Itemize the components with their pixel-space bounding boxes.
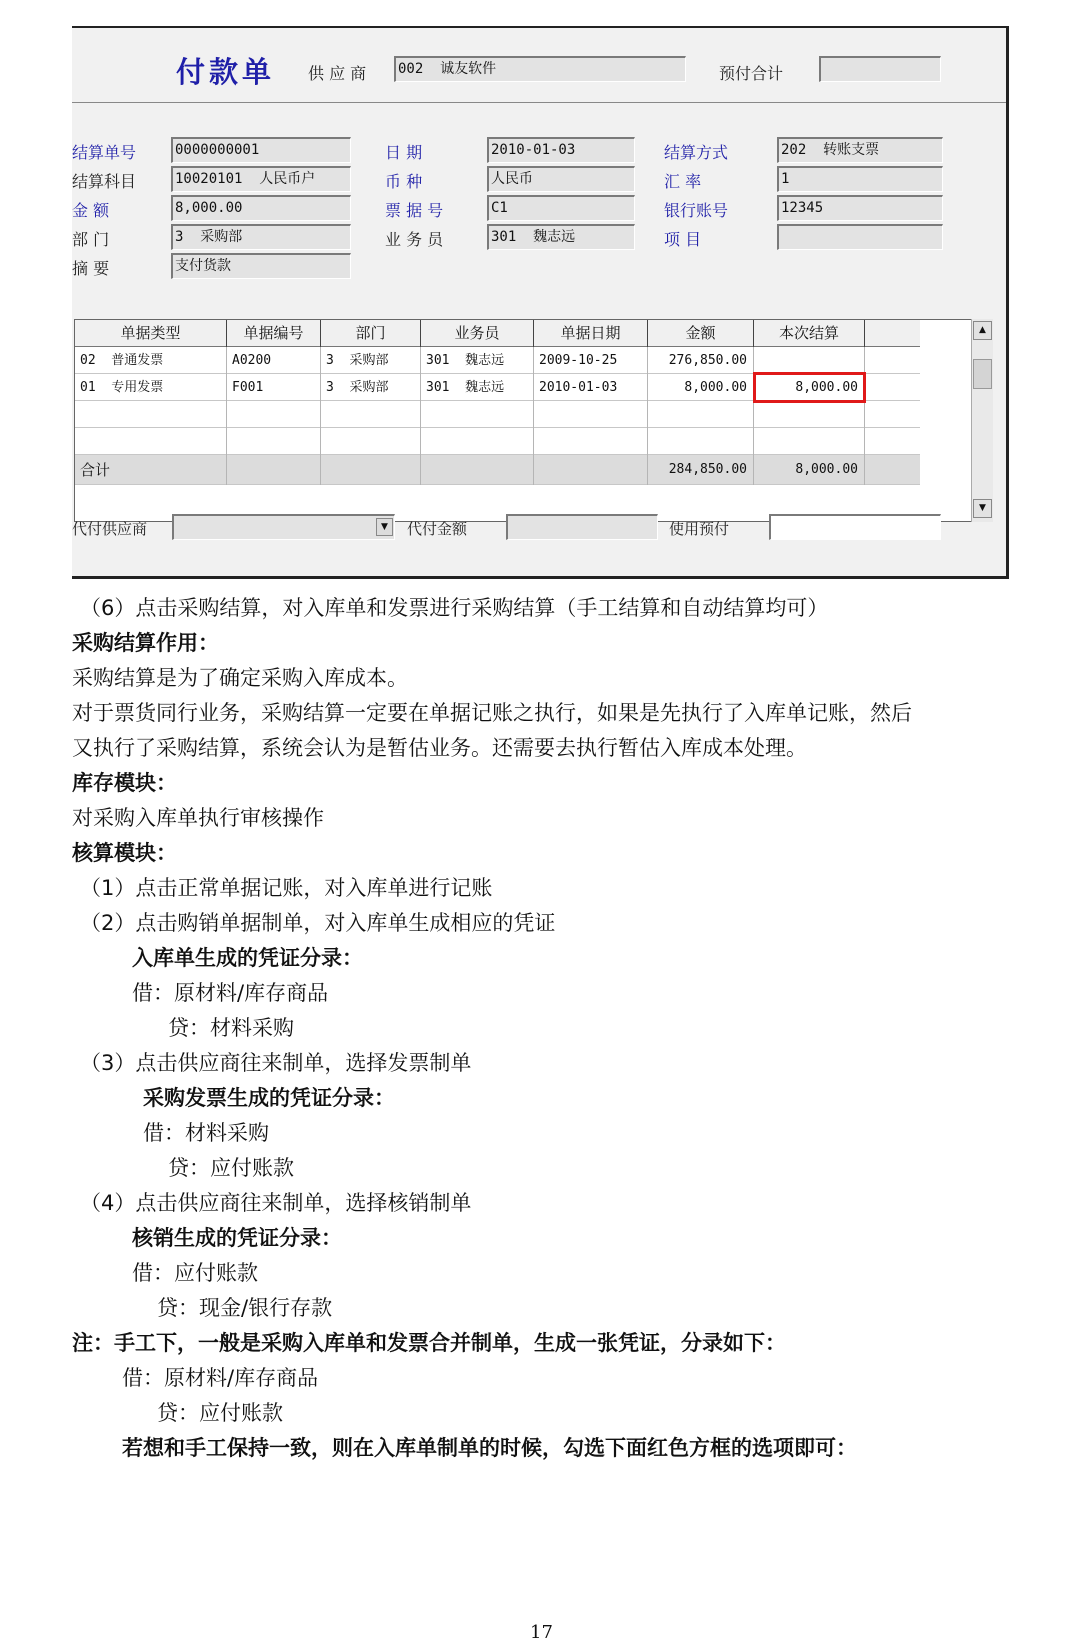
cell-settle[interactable] [754, 347, 865, 374]
total-amount: 284,850.00 [648, 455, 754, 485]
paragraph: 对采购入库单执行审核操作 [72, 806, 324, 830]
cell-empty [534, 428, 648, 455]
prepay-total-field[interactable] [819, 56, 941, 82]
red-highlight-box [753, 372, 866, 403]
amount-label: 金 额 [72, 201, 110, 220]
entry-debit: 借：材料采购 [143, 1121, 269, 1145]
bank-acct-label: 银行账号 [664, 201, 729, 220]
cell-clerk: 301 魏志远 [421, 347, 534, 374]
cell-empty [754, 428, 865, 455]
dept-field[interactable]: 3 采购部 [171, 224, 351, 250]
cell-empty [321, 401, 421, 428]
cell-doc-no: A0200 [227, 347, 321, 374]
cell-empty [648, 401, 754, 428]
sub-heading: 采购发票生成的凭证分录： [143, 1086, 395, 1110]
scroll-down-icon[interactable]: ▼ [973, 499, 992, 518]
use-prepay-label: 使用预付 [669, 520, 730, 538]
rate-field[interactable]: 1 [777, 166, 943, 192]
agent-supplier-label: 代付供应商 [72, 520, 148, 538]
cell-doc-no: F001 [227, 374, 321, 401]
amount-field[interactable]: 8,000.00 [171, 195, 351, 221]
agent-supplier-select[interactable] [172, 514, 395, 540]
total-settle: 8,000.00 [754, 455, 865, 485]
table-row[interactable] [75, 347, 920, 374]
col-header-clerk[interactable]: 业务员 [421, 320, 534, 347]
agent-amount-label: 代付金额 [407, 520, 468, 538]
entry-debit: 借：原材料/库存商品 [122, 1366, 319, 1390]
cell-empty [421, 455, 534, 485]
list-item: （2）点击购销单据制单，对入库单生成相应的凭证 [80, 911, 556, 935]
paragraph: （6）点击采购结算，对入库单和发票进行采购结算（手工结算和自动结算均可） [80, 596, 829, 620]
cell-empty [421, 428, 534, 455]
cell-empty [534, 401, 648, 428]
bill-no-label: 票 据 号 [385, 201, 444, 220]
paragraph: 又执行了采购结算，系统会认为是暂估业务。还需要去执行暂估入库成本处理。 [72, 736, 807, 760]
agent-amount-field[interactable] [506, 514, 658, 540]
project-field[interactable] [777, 224, 943, 250]
cell-empty [227, 428, 321, 455]
col-header-amount[interactable]: 金额 [648, 320, 754, 347]
cell-date: 2009-10-25 [534, 347, 648, 374]
settle-no-field[interactable]: 0000000001 [171, 137, 351, 163]
entry-credit: 贷：应付账款 [168, 1156, 294, 1180]
cell-settle[interactable]: 8,000.00 [754, 374, 865, 401]
clerk-label: 业 务 员 [385, 230, 444, 249]
entry-debit: 借：原材料/库存商品 [132, 981, 329, 1005]
cell-doc-type: 02 普通发票 [75, 347, 227, 374]
cell-amount: 276,850.00 [648, 347, 754, 374]
clerk-field[interactable]: 301 魏志远 [487, 224, 635, 250]
col-header-settle[interactable]: 本次结算 [754, 320, 865, 347]
cell-date: 2010-01-03 [534, 374, 648, 401]
cell-empty [754, 401, 865, 428]
settlement-grid [74, 319, 991, 522]
cell-dept: 3 采购部 [321, 374, 421, 401]
cell-empty [321, 428, 421, 455]
section-heading: 核算模块： [72, 841, 177, 865]
summary-label: 摘 要 [72, 259, 110, 278]
prepay-total-label: 预付合计 [719, 64, 784, 83]
use-prepay-field[interactable] [769, 514, 941, 540]
dept-label: 部 门 [72, 230, 110, 249]
sub-heading: 入库单生成的凭证分录： [132, 946, 363, 970]
date-label: 日 期 [385, 143, 423, 162]
table-row-empty[interactable] [75, 401, 920, 428]
cell-amount: 8,000.00 [648, 374, 754, 401]
payment-form-screenshot [72, 26, 1009, 579]
col-header-dept[interactable]: 部门 [321, 320, 421, 347]
supplier-label: 供 应 商 [308, 64, 367, 83]
total-label: 合计 [75, 455, 227, 485]
cell-empty [421, 401, 534, 428]
page-number: 17 [530, 1622, 553, 1643]
date-field[interactable]: 2010-01-03 [487, 137, 635, 163]
settle-no-label: 结算单号 [72, 143, 137, 162]
bank-acct-field[interactable]: 12345 [777, 195, 943, 221]
list-item: （1）点击正常单据记账，对入库单进行记账 [80, 876, 493, 900]
list-item: （4）点击供应商往来制单，选择核销制单 [80, 1191, 472, 1215]
paragraph: 采购结算是为了确定采购入库成本。 [72, 666, 408, 690]
form-header [72, 28, 1006, 103]
list-item: （3）点击供应商往来制单，选择发票制单 [80, 1051, 472, 1075]
entry-debit: 借：应付账款 [132, 1261, 258, 1285]
cell-empty [75, 428, 227, 455]
cell-doc-type: 01 专用发票 [75, 374, 227, 401]
entry-credit: 贷：应付账款 [157, 1401, 283, 1425]
dropdown-arrow-icon[interactable]: ▼ [376, 518, 393, 536]
cell-clerk: 301 魏志远 [421, 374, 534, 401]
cell-dept: 3 采购部 [321, 347, 421, 374]
form-title: 付款单 [176, 55, 276, 89]
cell-empty [648, 428, 754, 455]
cell-empty [75, 401, 227, 428]
table-total-row [75, 455, 920, 485]
cell-empty [227, 401, 321, 428]
summary-field[interactable]: 支付货款 [171, 253, 351, 279]
cell-empty [534, 455, 648, 485]
col-header-date[interactable]: 单据日期 [534, 320, 648, 347]
settle-method-label: 结算方式 [664, 143, 729, 162]
rate-label: 汇 率 [664, 172, 702, 191]
bill-no-field[interactable]: C1 [487, 195, 635, 221]
cell-empty [321, 455, 421, 485]
section-heading: 采购结算作用： [72, 631, 219, 655]
currency-field[interactable]: 人民币 [487, 166, 635, 192]
subject-label: 结算科目 [72, 172, 137, 191]
table-row-empty[interactable] [75, 428, 920, 455]
note-instruction: 若想和手工保持一致，则在入库单制单的时候，勾选下面红色方框的选项即可： [122, 1436, 857, 1460]
grid-header [75, 320, 920, 347]
scroll-up-icon[interactable]: ▲ [973, 321, 992, 340]
settle-method-field[interactable]: 202 转账支票 [777, 137, 943, 163]
currency-label: 币 种 [385, 172, 423, 191]
grid-scrollbar[interactable] [971, 319, 993, 522]
scroll-thumb[interactable] [973, 359, 992, 389]
cell-empty [227, 455, 321, 485]
paragraph: 对于票货同行业务，采购结算一定要在单据记账之执行，如果是先执行了入库单记账，然后 [72, 701, 912, 725]
note-heading: 注：手工下，一般是采购入库单和发票合并制单，生成一张凭证，分录如下： [72, 1331, 786, 1355]
subject-field[interactable]: 10020101 人民币户 [171, 166, 351, 192]
supplier-field[interactable]: 002 诚友软件 [394, 56, 686, 82]
sub-heading: 核销生成的凭证分录： [132, 1226, 342, 1250]
col-header-doc-no[interactable]: 单据编号 [227, 320, 321, 347]
entry-credit: 贷：现金/银行存款 [157, 1296, 333, 1320]
section-heading: 库存模块： [72, 771, 177, 795]
project-label: 项 目 [664, 230, 702, 249]
col-header-doc-type[interactable]: 单据类型 [75, 320, 227, 347]
entry-credit: 贷：材料采购 [168, 1016, 294, 1040]
